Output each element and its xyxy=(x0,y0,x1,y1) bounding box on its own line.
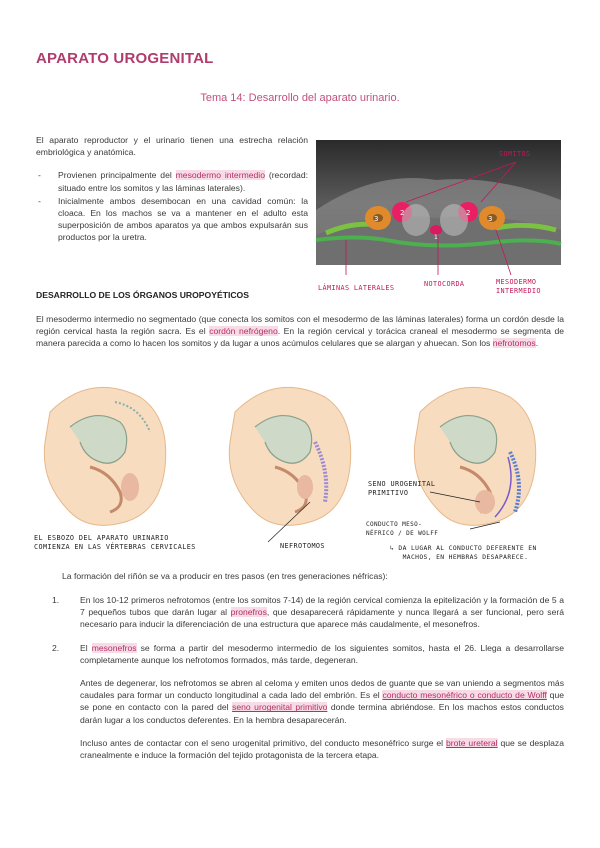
segment-number: 3 xyxy=(374,215,379,223)
highlight-cordon-nefrogeno: cordón nefrógeno xyxy=(209,326,278,337)
page-title: APARATO UROGENITAL xyxy=(36,50,214,67)
segment-number: 2 xyxy=(466,209,471,217)
section-heading: DESARROLLO DE LOS ÓRGANOS UROPOYÉTICOS xyxy=(36,290,249,300)
highlight-mesodermo-intermedio: mesodermo intermedio xyxy=(175,170,265,181)
intro-paragraph: El aparato reproductor y el urinario tienen una estrecha relación embriológica y anatómica. xyxy=(36,135,308,158)
label-seno-urogenital: SENO UROGENITAL PRIMITIVO xyxy=(368,480,436,497)
label-laminas-laterales: LÁMINAS LATERALES xyxy=(318,284,395,292)
highlight-seno-urogenital: seno urogenital primitivo xyxy=(232,702,328,713)
segment-number: 1 xyxy=(434,234,438,241)
step-item: 1. En los 10-12 primeros nefrotomos (entre los somitos 7-14) de la región cervical comienza la epitelización y la formación de 5 a 7 pequeños tubos que darán lugar al pronefros, que desaparecerá rápidamente y nunca llegará a ser funcional, pero será necesario para inducir la diferenciación de una estructura que aparece más caudalmente, el mesonefros. xyxy=(52,595,565,630)
embryo-note-left: EL ESBOZO DEL APARATO URINARIO COMIENZA EN LAS VÉRTEBRAS CERVICALES xyxy=(34,534,196,551)
embryo-1 xyxy=(44,387,165,525)
embryo-figure xyxy=(30,372,575,572)
intro-block xyxy=(36,134,308,245)
label-mesodermo-intermedio: MESODERMO INTERMEDIO xyxy=(496,278,541,295)
segment-number: 2 xyxy=(400,209,405,217)
label-conducto-mesonefrico: CONDUCTO MESO- NÉFRICO / DE WOLFF xyxy=(366,521,439,537)
embryo-2 xyxy=(229,387,350,525)
embryo-cross-section-illustration xyxy=(316,140,566,300)
label-somitos: SOMITOS xyxy=(499,150,531,158)
highlight-mesonefros: mesonefros xyxy=(91,642,137,653)
page-subtitle: Tema 14: Desarrollo del aparato urinario. xyxy=(200,92,400,104)
step-number: 2. xyxy=(52,642,60,653)
intro-bullet: - Provienen principalmente del mesodermo intermedio (recordad: situado entre los somitos y las láminas laterales). xyxy=(36,169,308,193)
steps-intro: La formación del riñón se va a producir en tres pasos (en tres generaciones néfricas): xyxy=(62,571,388,581)
highlight-pronefros: pronefros xyxy=(230,607,267,618)
embryo-3 xyxy=(414,387,535,525)
step-item: 2. El mesonefros se forma a partir del mesodermo intermedio de los siguientes somitos, hasta el 26. Llega a desarrollarse completamente aunque los nefrotomos formados, más tarde, degeneran. Antes de degenerar, los nefrotomos se abren al celoma y emiten unos dedos de guante que se van uniendo a segmentos más caudales para formar un conducto longitudinal a cada lado del embrión. Es el conducto mesonéfrico o conducto de Wolff que se pone en contacto con la pared del seno urogenital primitivo donde termina abriéndose. En los machos estos conductos darán lugar a los conductos deferentes. En la hembra desaparecerán. Incluso antes de contactar con el seno urogenital primitivo, del conducto mesonéfrico surge el brote ureteral que se desplaza cranealmente e induce la formación del tejido protagonista de la tercera etapa. xyxy=(52,642,565,761)
step-number: 1. xyxy=(52,595,60,605)
highlight-nefrotomos: nefrotomos xyxy=(492,338,536,349)
embryo-note-right: ↳ DA LUGAR AL CONDUCTO DEFERENTE EN MACHOS, EN HEMBRAS DESAPARECE. xyxy=(390,545,537,561)
highlight-brote-ureteral: brote ureteral xyxy=(445,737,498,748)
segment-number: 3 xyxy=(488,215,493,223)
intro-bullet-list xyxy=(36,169,308,243)
cross-section-figure xyxy=(316,140,566,300)
intro-bullet: - Inicialmente ambos desembocan en una cavidad común: la cloaca. En los machos se va a mantener en el adulto esta superposición de ambos aparatos ya que ambos expulsarán sus productos por la uretra. xyxy=(36,195,308,244)
steps-list xyxy=(46,594,564,772)
section-paragraph: El mesodermo intermedio no segmentado (que conecta los somitos con el mesodermo de las láminas laterales) forma un cordón desde la región cervical hasta la región sacra. Es el cordón nefrógeno. En la región cervical y torácica craneal el mesodermo se segmenta de manera parecida a como lo hacen los somitos y da lugar a unos acúmulos celulares que se alargan y ahuecan. Son los nefrotomos. xyxy=(36,314,565,349)
label-notocorda: NOTOCORDA xyxy=(424,280,465,288)
label-nefrotomos: NEFROTOMOS xyxy=(280,542,325,550)
highlight-conducto-wolff: conducto mesonéfrico o conducto de Wolff xyxy=(382,690,547,701)
